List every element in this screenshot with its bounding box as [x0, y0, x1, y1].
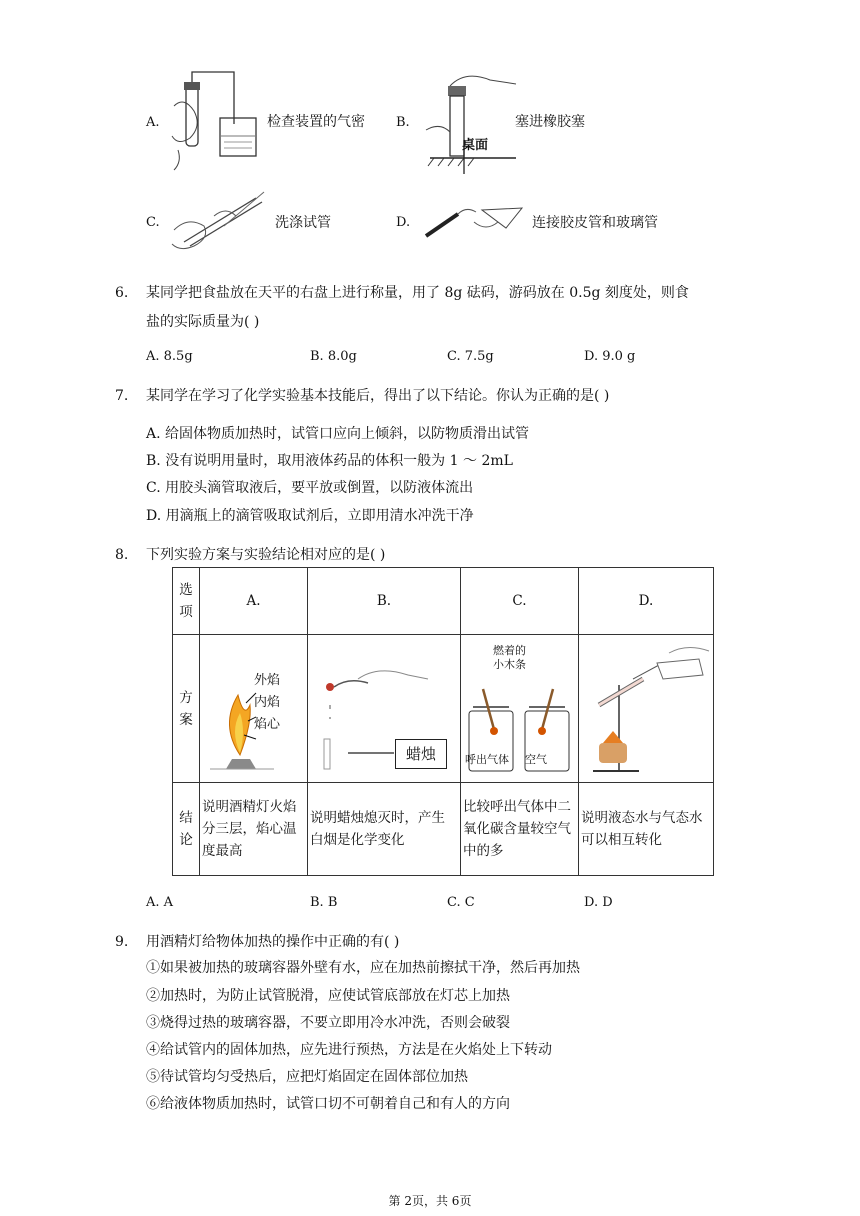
conclusion-a: 说明酒精灯火焰分三层，焰心温度最高 — [200, 783, 308, 876]
plan-b-cell — [308, 635, 461, 783]
q6-option-d[interactable]: D. 9.0 g — [584, 349, 636, 364]
q8-table — [172, 567, 714, 876]
table-header-c: C. — [461, 568, 579, 635]
conclusion-d: 说明液态水与气态水可以相互转化 — [579, 783, 714, 876]
candle-label: 蜡烛 — [395, 739, 447, 769]
burning-stick-label-line2: 小木条 — [493, 658, 526, 671]
q7-option-d[interactable]: D. 用滴瓶上的滴管吸取试剂后，立即用清水冲洗干净 — [146, 508, 474, 524]
q5-option-c-letter: C. — [146, 215, 160, 230]
q9-item: ⑥给液体物质加热时，试管口切不可朝着自己和有人的方向 — [146, 1096, 510, 1112]
q6-stem-line1: 某同学把食盐放在天平的右盘上进行称量，用了 8g 砝码，游码放在 0.5g 刻度处，则食 — [146, 285, 689, 301]
conclusion-b: 说明蜡烛熄灭时，产生白烟是化学变化 — [308, 783, 461, 876]
q7-option-a[interactable]: A. 给固体物质加热时，试管口应向上倾斜，以防物质滑出试管 — [146, 426, 530, 442]
burning-stick-label-line1: 燃着的 — [493, 644, 526, 657]
q5-option-b-letter: B. — [396, 115, 410, 130]
table-header-a: A. — [200, 568, 308, 635]
q9-item: ②加热时，为防止试管脱滑，应使试管底部放在灯芯上加热 — [146, 988, 510, 1004]
q5-option-a-text: 检查装置的气密 — [267, 114, 365, 130]
q9-item: ③烧得过热的玻璃容器，不要立即用冷水冲洗，否则会破裂 — [146, 1015, 510, 1031]
q7-stem: 某同学在学习了化学实验基本技能后，得出了以下结论。你认为正确的是( ) — [146, 388, 610, 404]
airtightness-check-illustration — [164, 66, 264, 176]
q8-number: 8. — [115, 547, 129, 563]
q5-option-c-text: 洗涤试管 — [275, 215, 331, 231]
q9-item: ①如果被加热的玻璃容器外壁有水，应在加热前擦拭干净，然后再加热 — [146, 960, 580, 976]
connect-tube-illustration — [418, 192, 530, 248]
q7-option-c[interactable]: C. 用胶头滴管取液后，要平放或倒置，以防液体流出 — [146, 480, 474, 496]
q5-option-a-letter: A. — [146, 115, 160, 130]
plan-d-cell — [579, 635, 714, 783]
plan-c-cell — [461, 635, 579, 783]
table-header-d: D. — [579, 568, 714, 635]
wash-test-tube-illustration — [164, 186, 274, 258]
stopper-insertion-illustration — [420, 66, 520, 176]
flame-label-inner: 内焰 — [254, 695, 281, 710]
q6-option-c[interactable]: C. 7.5g — [447, 349, 494, 364]
q9-stem: 用酒精灯给物体加热的操作中正确的有( ) — [146, 934, 400, 950]
page-footer: 第 2页，共 6页 — [388, 1194, 472, 1208]
water-evaporation-illustration — [579, 635, 713, 782]
conclusion-c: 比较呼出气体中二氧化碳含量较空气中的多 — [461, 783, 579, 876]
q9-item: ⑤待试管均匀受热后，应把灯焰固定在固体部位加热 — [146, 1069, 468, 1085]
q5-option-d-letter: D. — [396, 215, 411, 230]
q7-option-b[interactable]: B. 没有说明用量时，取用液体药品的体积一般为 1 ～ 2mL — [146, 453, 513, 469]
burning-stick-label — [493, 644, 526, 672]
q6-number: 6. — [115, 285, 129, 301]
q6-stem-line2: 盐的实际质量为( ) — [146, 314, 260, 330]
table-header-b: B. — [308, 568, 461, 635]
table-header-label: 选项 — [173, 568, 200, 635]
q9-number: 9. — [115, 934, 129, 950]
flame-label-outer: 外焰 — [254, 673, 281, 688]
desk-label: 桌面 — [462, 138, 489, 153]
q6-option-b[interactable]: B. 8.0g — [310, 349, 357, 364]
q9-item: ④给试管内的固体加热，应先进行预热，方法是在火焰处上下转动 — [146, 1042, 552, 1058]
plan-a-cell — [200, 635, 308, 783]
q8-option-b[interactable]: B. B — [310, 895, 338, 910]
q8-option-c[interactable]: C. C — [447, 895, 475, 910]
q8-stem: 下列实验方案与实验结论相对应的是( ) — [146, 547, 386, 563]
exhaled-gas-label: 呼出气体 — [465, 753, 509, 766]
q5-option-b-text: 塞进橡胶塞 — [515, 114, 585, 130]
q8-option-a[interactable]: A. A — [146, 895, 174, 910]
flame-label-core: 焰心 — [254, 717, 281, 732]
q5-option-d-text: 连接胶皮管和玻璃管 — [532, 215, 658, 231]
q6-option-a[interactable]: A. 8.5g — [146, 349, 193, 364]
q8-option-d[interactable]: D. D — [584, 895, 613, 910]
air-label: 空气 — [525, 753, 547, 766]
q7-number: 7. — [115, 388, 129, 404]
table-plan-label: 方案 — [173, 635, 200, 783]
table-conclusion-label: 结论 — [173, 783, 200, 876]
